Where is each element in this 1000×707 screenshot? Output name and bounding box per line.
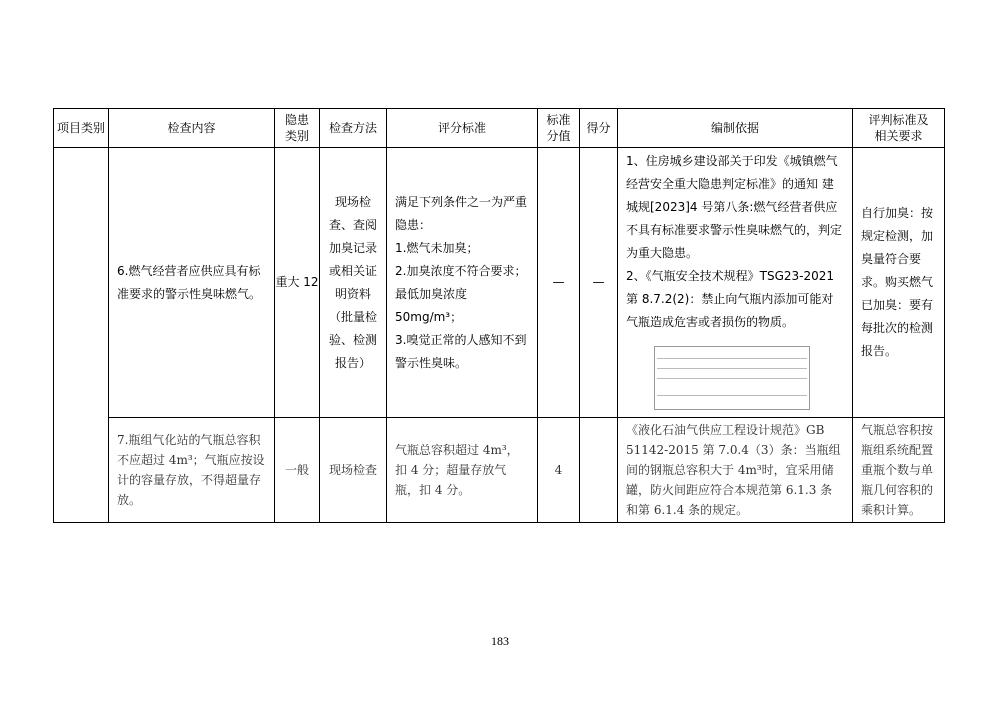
method-cell: 现场检查、查阅加臭记录或相关证明资料（批量检验、检测报告） <box>320 148 387 418</box>
basis-paragraph: 2、《气瓶安全技术规程》TSG23-2021 第 8.7.2(2)：禁止向气瓶内添加可能对气瓶造成危害或者损伤的物质。 <box>626 269 835 329</box>
score-cell: — <box>580 148 618 418</box>
header-criteria: 评分标准 <box>387 109 538 148</box>
content-cell: 7.瓶组气化站的气瓶总容积不应超过 4m³；气瓶应按设计的容量存放，不得超量存放。 <box>109 418 275 523</box>
header-basis: 编制依据 <box>618 109 853 148</box>
basis-paragraph: 1、住房城乡建设部关于印发《城镇燃气经营安全重大隐患判定标准》的通知 建城规[2023]4 号第八条:燃气经营者供应不具有标准要求警示性臭味燃气的，判定为重大隐患。 <box>626 154 843 260</box>
header-score: 得分 <box>580 109 618 148</box>
header-content: 检查内容 <box>109 109 275 148</box>
header-method: 检查方法 <box>320 109 387 148</box>
hazard-type-cell: 一般 <box>275 418 320 523</box>
judgement-cell: 自行加臭：按规定检测，加臭量符合要求。购买燃气已加臭：要有每批次的检测报告。 <box>853 148 945 418</box>
table-row <box>54 418 945 523</box>
header-hazard-type: 隐患类别 <box>275 109 320 148</box>
basis-cell: 《液化石油气供应工程设计规范》GB 51142-2015 第 7.0.4（3）条：当瓶组间的钢瓶总容积大于 4m³时，宜采用储罐，防火间距应符合本规范第 6.1.3 条和第 6.1.4 条的规定。 <box>618 418 853 523</box>
category-cell <box>54 148 109 523</box>
criteria-cell: 气瓶总容积超过 4m³，扣 4 分；超量存放气瓶，扣 4 分。 <box>387 418 538 523</box>
standard-score-cell: — <box>538 148 580 418</box>
judgement-cell: 气瓶总容积按瓶组系统配置重瓶个数与单瓶几何容积的乘积计算。 <box>853 418 945 523</box>
page-number: 183 <box>491 634 509 648</box>
header-row <box>54 109 945 148</box>
table-row <box>54 148 945 418</box>
header-category: 项目类别 <box>54 109 109 148</box>
criteria-line: 3.嗅觉正常的人感知不到警示性臭味。 <box>395 332 527 370</box>
hazard-type-cell: 重大 12 <box>275 148 320 418</box>
header-standard-score: 标准分值 <box>538 109 580 148</box>
inspection-table <box>53 108 945 523</box>
criteria-line: 满足下列条件之一为严重隐患： <box>395 194 528 232</box>
reference-table-image <box>654 346 810 410</box>
method-cell: 现场检查 <box>320 418 387 523</box>
criteria-cell <box>387 148 538 418</box>
criteria-line: 2.加臭浓度不符合要求；最低加臭浓度50mg/m³； <box>395 263 527 324</box>
header-judgement: 评判标准及相关要求 <box>853 109 945 148</box>
basis-cell <box>618 148 853 418</box>
criteria-line: 1.燃气未加臭； <box>395 240 479 255</box>
score-cell <box>580 418 618 523</box>
standard-score-cell: 4 <box>538 418 580 523</box>
content-cell: 6.燃气经营者应供应具有标准要求的警示性臭味燃气。 <box>109 148 275 418</box>
